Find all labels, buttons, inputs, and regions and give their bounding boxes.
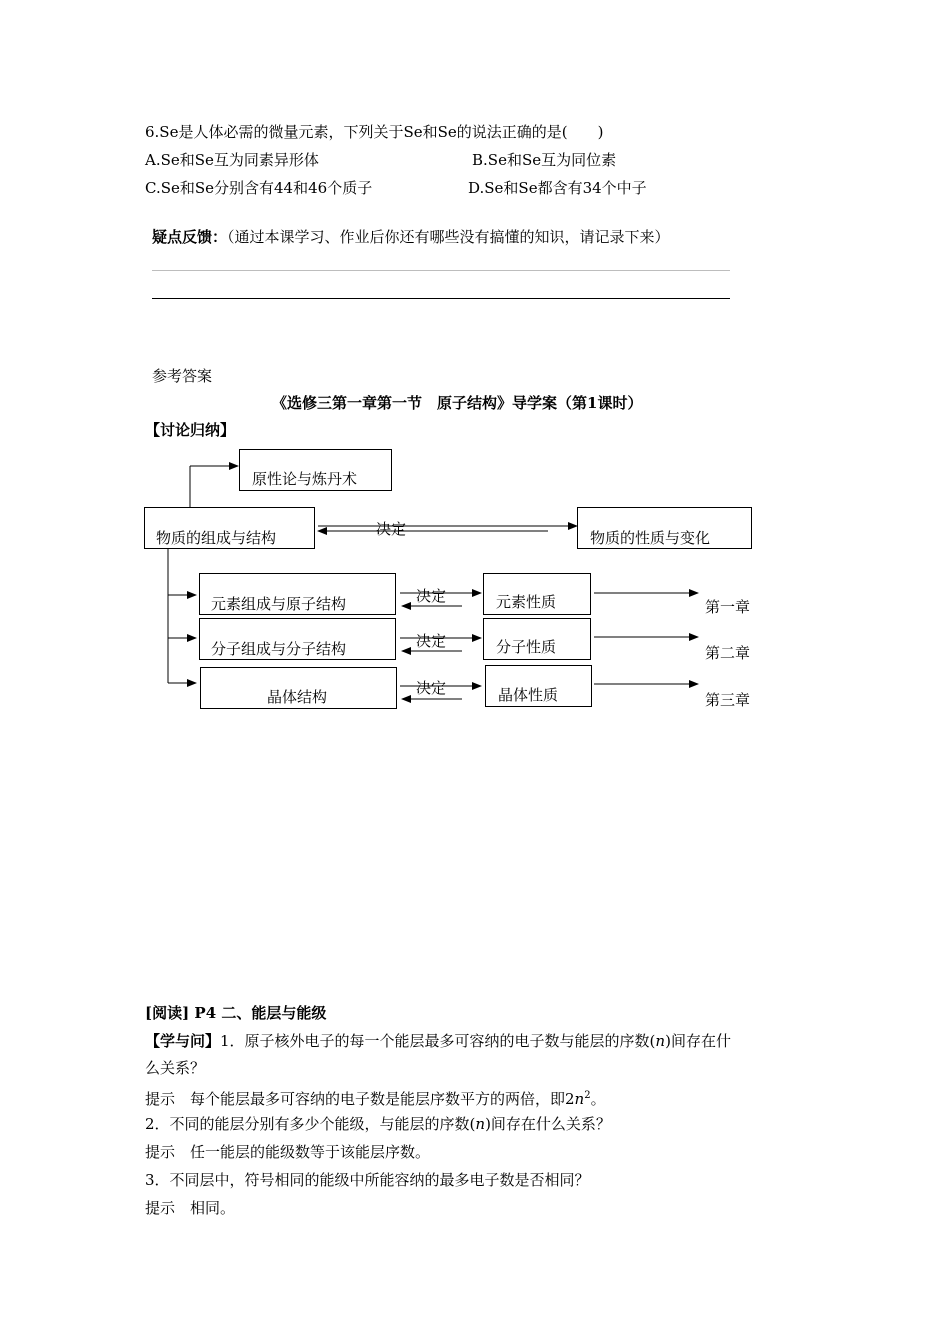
row-3-decide-label: 决定 [416,679,447,697]
row-2-chapter-label: 第二章 [705,644,751,662]
row-2-right-label: 分子性质 [496,638,557,656]
row-3-right-label: 晶体性质 [498,686,559,704]
row-1-chapter-label: 第一章 [705,598,751,616]
feedback-label: 疑点反馈： [152,228,228,246]
box-atomism-alchemy [239,449,392,491]
row-3-left-label: 晶体结构 [267,688,328,706]
feedback-hint: （通过本课学习、作业后你还有哪些没有搞懂的知识，请记录下来） [227,228,670,246]
row-1-left-label: 元素组成与原子结构 [211,595,347,613]
question-1-var: n [655,1032,666,1050]
row-2-left-label: 分子组成与分子结构 [211,640,347,658]
box-properties-changes [577,507,752,549]
question-1-continuation: 么关系？ [145,1059,206,1077]
box-molecular-structure [199,618,396,660]
question-1-text-a: 1．原子核外电子的每一个能层最多可容纳的电子数与能层的序数( [220,1032,656,1050]
box-element-atomic-structure [199,573,396,615]
box-element-properties [483,573,591,615]
question-2-var: n [475,1115,486,1133]
answers-heading: 参考答案 [152,367,213,385]
box-composition-structure [144,507,315,549]
row-1-right-label: 元素性质 [496,593,557,611]
option-d: D.Se和Se都含有34个中子 [468,179,647,197]
question-3: 3．不同层中，符号相同的能级中所能容纳的最多电子数是否相同？ [145,1171,590,1189]
box-molecular-properties [483,618,591,660]
learn-and-ask-label: 【学与问】 [145,1032,221,1050]
answer-1-sup: 2 [584,1090,591,1101]
option-b: B.Se和Se互为同位素 [472,151,617,169]
reading-heading: [阅读] P4 二、能层与能级 [145,1004,327,1022]
decide-label-main: 决定 [376,520,407,538]
question-2-text-b: )间存在什么关系？ [485,1115,611,1133]
answers-title: 《选修三第一章第一节 原子结构》导学案（第1课时） [272,394,643,412]
question-1-text-b: )间存在什 [665,1032,731,1050]
box-atomism-alchemy-label: 原性论与炼丹术 [252,470,358,488]
box-crystal-structure [200,667,397,709]
question-1-line [145,1031,731,1051]
answer-1-suffix: 。 [590,1090,606,1108]
answer-3: 提示 相同。 [145,1199,236,1217]
discussion-section-label: 【讨论归纳】 [145,421,236,439]
box-composition-structure-label: 物质的组成与结构 [156,529,277,547]
answer-2: 提示 任一能层的能级数等于该能层序数。 [145,1143,431,1161]
option-c: C.Se和Se分别含有44和46个质子 [145,179,373,197]
answer-1-prefix: 提示 每个能层最多可容纳的电子数是能层序数平方的两倍，即2 [145,1090,575,1108]
question-6-stem: 6.Se是人体必需的微量元素，下列关于Se和Se的说法正确的是( ) [145,123,604,141]
row-3-chapter-label: 第三章 [705,691,751,709]
box-crystal-properties [485,665,592,707]
option-a: A.Se和Se互为同素异形体 [145,151,319,169]
row-1-decide-label: 决定 [416,587,447,605]
answer-1 [145,1086,606,1109]
row-2-decide-label: 决定 [416,632,447,650]
question-2-text-a: 2．不同的能层分别有多少个能级，与能层的序数( [145,1115,476,1133]
answer-1-var: n [574,1090,585,1108]
box-properties-changes-label: 物质的性质与变化 [590,529,711,547]
question-2 [145,1114,611,1134]
